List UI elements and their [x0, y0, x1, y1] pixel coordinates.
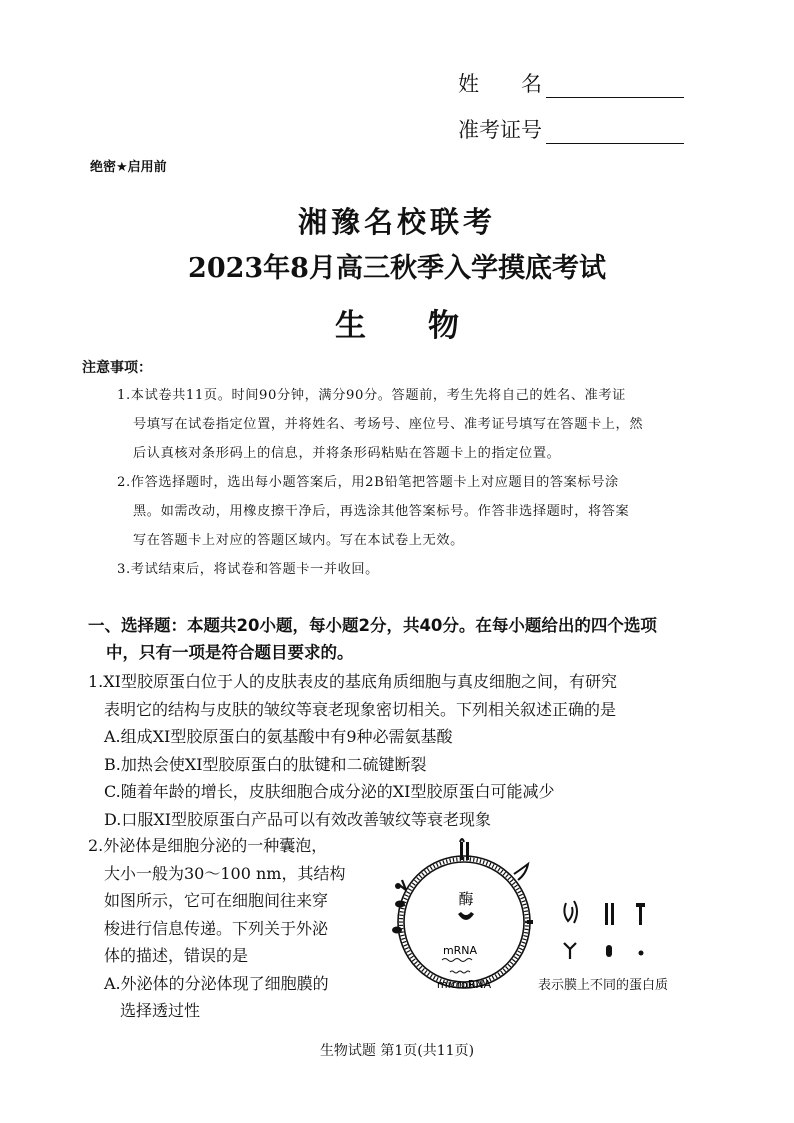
legend-protein-icon — [639, 951, 644, 956]
notice-line: 写在答题卡上对应的答题区域内。写在本试卷上无效。 — [133, 533, 464, 548]
membrane-protein — [460, 842, 463, 860]
membrane-protein — [466, 842, 469, 860]
notice-body — [117, 381, 717, 584]
name-blank[interactable] — [546, 73, 684, 98]
secret-label: 绝密★启用前 — [90, 160, 167, 175]
q1-option-b: B.加热会使XI型胶原蛋白的肽键和二硫键断裂 — [104, 754, 427, 774]
membrane-protein — [514, 864, 528, 880]
notice-line: 2.作答选择题时，选出每小题答案后，用2B铅笔把答题卡上对应题目的答案标号涂 — [117, 475, 619, 490]
q1-stem-line2: 表明它的结构与皮肤的皱纹等衰老现象密切相关。下列相关叙述正确的是 — [104, 699, 617, 719]
question-2 — [88, 832, 378, 1025]
q2-stem-line: 大小一般为30～100 nm，其结构 — [104, 863, 346, 883]
q2-option-a-line1: A.外泌体的分泌体现了细胞膜的 — [104, 973, 329, 993]
membrane-protein — [395, 883, 401, 889]
legend-protein-icon — [564, 943, 576, 959]
legend-protein-icon — [574, 901, 577, 923]
question-1 — [88, 668, 728, 833]
protein-legend — [560, 895, 660, 965]
section-heading-line2: 中，只有一项是符合题目要求的。 — [106, 643, 354, 662]
q2-stem-line: 梭进行信息传递。下列关于外泌 — [104, 918, 329, 938]
microrna-strand — [450, 971, 470, 973]
q2-option-a-line2: 选择透过性 — [120, 1001, 201, 1020]
protein-legend-caption: 表示膜上不同的蛋白质 — [538, 978, 669, 993]
name-label: 姓 名 — [458, 72, 542, 96]
id-label: 准考证号 — [458, 118, 542, 142]
legend-protein-icon — [636, 903, 645, 907]
notice-heading: 注意事项： — [82, 360, 152, 376]
legend-protein-icon — [605, 903, 608, 925]
section-heading — [88, 612, 728, 666]
id-field-row — [458, 114, 684, 144]
legend-protein-icon — [564, 903, 572, 921]
q2-stem-line: 如图所示，它可在细胞间往来穿 — [104, 891, 329, 910]
subject-title: 生 物 — [335, 308, 459, 344]
membrane-lipids — [401, 859, 527, 985]
legend-protein-icon — [639, 905, 642, 925]
q2-stem-line: 2.外泌体是细胞分泌的一种囊泡， — [88, 836, 328, 855]
exosome-diagram — [380, 830, 550, 1000]
mrna-label: mRNA — [442, 944, 478, 957]
section-heading-line1: 一、选择题：本题共20小题，每小题2分，共40分。在每小题给出的四个选项 — [88, 616, 657, 635]
membrane-protein — [392, 927, 402, 934]
membrane-protein — [395, 901, 405, 908]
notice-line: 黑。如需改动，用橡皮擦干净后，再选涂其他答案标号。作答非选择题时，将答案 — [133, 504, 630, 519]
name-field-row — [458, 68, 684, 98]
notice-line: 3.考试结束后，将试卷和答题卡一并收回。 — [117, 562, 379, 577]
membrane-protein — [460, 839, 464, 842]
mrna-strand — [442, 959, 472, 962]
enzyme-icon — [458, 912, 474, 920]
q1-option-a: A.组成XI型胶原蛋白的氨基酸中有9种必需氨基酸 — [104, 727, 453, 746]
page-footer: 生物试题 第1页(共11页) — [319, 1043, 475, 1059]
q1-option-d: D.口服XI型胶原蛋白产品可以有效改善皱纹等衰老现象 — [104, 809, 492, 829]
membrane-protein — [527, 920, 533, 924]
notice-line: 后认真核对条形码上的信息，并将条形码粘贴在答题卡上的指定位置。 — [133, 446, 561, 461]
q2-stem-line: 体的描述，错误的是 — [104, 946, 249, 965]
membrane-outer — [398, 856, 530, 988]
notice-line: 号填写在试卷指定位置，并将姓名、考场号、座位号、准考证号填写在答题卡上，然 — [133, 417, 644, 432]
legend-protein-icon — [611, 903, 614, 925]
exam-title-line2: 2023年8月高三秋季入学摸底考试 — [188, 253, 606, 284]
enzyme-label: 酶 — [458, 890, 474, 908]
membrane-inner — [404, 862, 524, 982]
microrna-label: microRNA — [436, 978, 492, 991]
notice-line: 1.本试卷共11页。时间90分钟，满分90分。答题前，考生先将自己的姓名、准考证 — [117, 388, 626, 403]
id-blank[interactable] — [546, 119, 684, 144]
q1-stem-line1: 1.XI型胶原蛋白位于人的皮肤表皮的基底角质细胞与真皮细胞之间，有研究 — [88, 672, 617, 691]
q1-option-c: C.随着年龄的增长，皮肤细胞合成分泌的XI型胶原蛋白可能减少 — [104, 782, 555, 801]
legend-protein-icon — [606, 945, 612, 957]
exam-title-line1: 湘豫名校联考 — [297, 205, 496, 239]
